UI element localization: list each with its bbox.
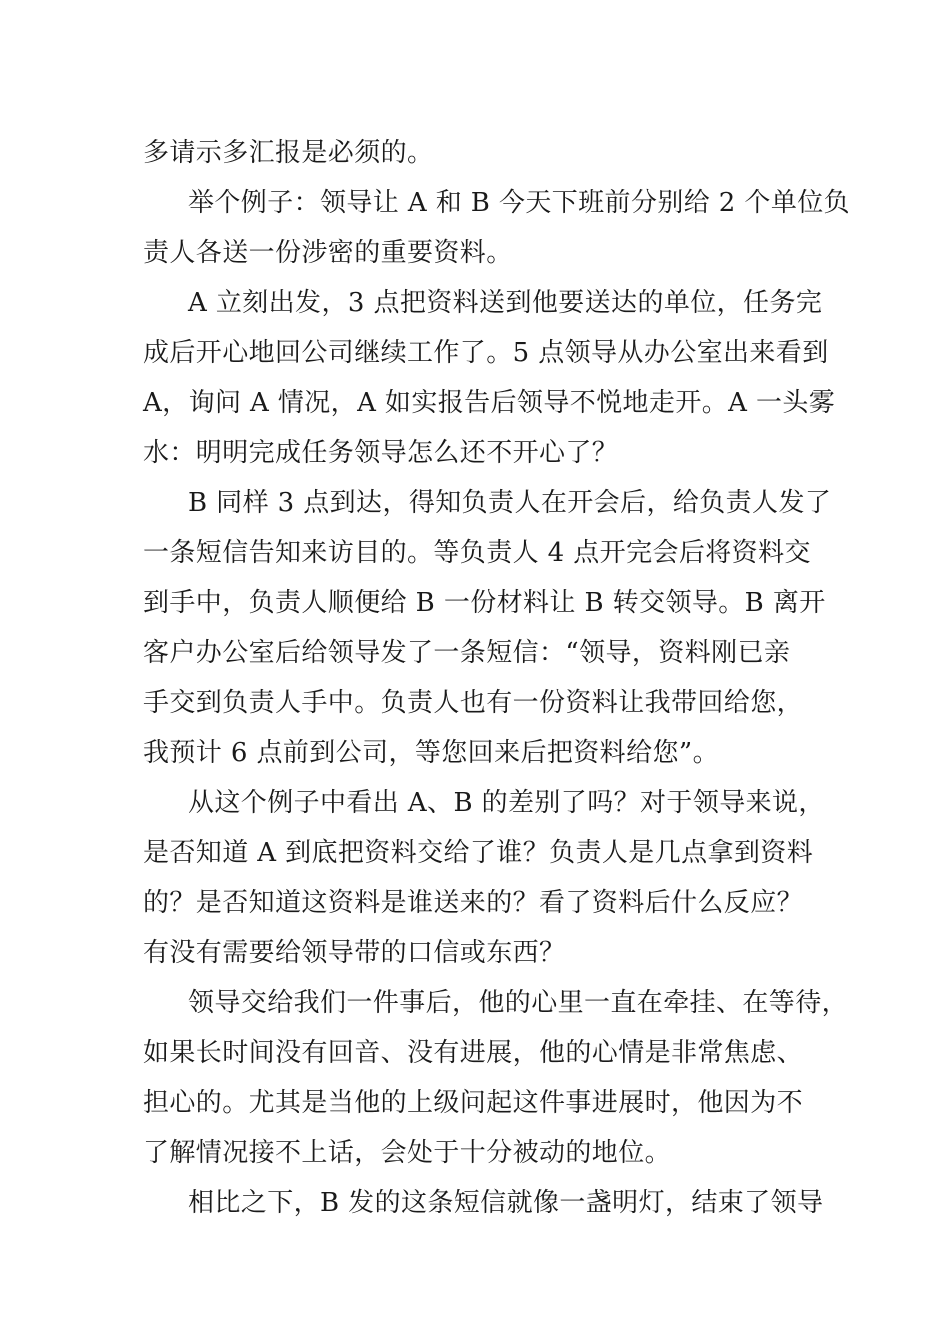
text-line: 领导交给我们一件事后，他的心里一直在牵挂、在等待，	[188, 988, 849, 1018]
text-line: 一条短信告知来访目的。等负责人 4 点开完会后将资料交	[143, 538, 811, 568]
text-line: B 同样 3 点到达，得知负责人在开会后，给负责人发了	[188, 488, 832, 518]
text-line: 从这个例子中看出 A、B 的差别了吗？对于领导来说，	[188, 788, 825, 818]
text-line: 多请示多汇报是必须的。	[143, 138, 434, 168]
text-line: 水：明明完成任务领导怎么还不开心了？	[143, 438, 619, 468]
text-line: 有没有需要给领导带的口信或东西？	[143, 938, 566, 968]
text-line: 到手中，负责人顺便给 B 一份材料让 B 转交领导。B 离开	[143, 588, 826, 618]
text-line: 我预计 6 点前到公司，等您回来后把资料给您”。	[143, 738, 719, 768]
text-line: 担心的。尤其是当他的上级问起这件事进展时，他因为不	[143, 1088, 804, 1118]
text-line: 相比之下，B 发的这条短信就像一盏明灯，结束了领导	[188, 1188, 824, 1218]
text-line: 举个例子：领导让 A 和 B 今天下班前分别给 2 个单位负	[188, 188, 851, 218]
text-line: 的？是否知道这资料是谁送来的？看了资料后什么反应？	[143, 888, 804, 918]
text-line: 责人各送一份涉密的重要资料。	[143, 238, 513, 268]
text-line: A 立刻出发，3 点把资料送到他要送达的单位，任务完	[188, 288, 823, 318]
text-line: 是否知道 A 到底把资料交给了谁？负责人是几点拿到资料	[143, 838, 814, 868]
text-line: 客户办公室后给领导发了一条短信：“领导，资料刚已亲	[143, 638, 791, 668]
text-line: 了解情况接不上话，会处于十分被动的地位。	[143, 1138, 672, 1168]
text-line: 如果长时间没有回音、没有进展，他的心情是非常焦虑、	[143, 1038, 804, 1068]
text-line: 成后开心地回公司继续工作了。5 点领导从办公室出来看到	[143, 338, 829, 368]
text-line: A，询问 A 情况，A 如实报告后领导不悦地走开。A 一头雾	[143, 388, 836, 418]
text-line: 手交到负责人手中。负责人也有一份资料让我带回给您，	[143, 688, 804, 718]
